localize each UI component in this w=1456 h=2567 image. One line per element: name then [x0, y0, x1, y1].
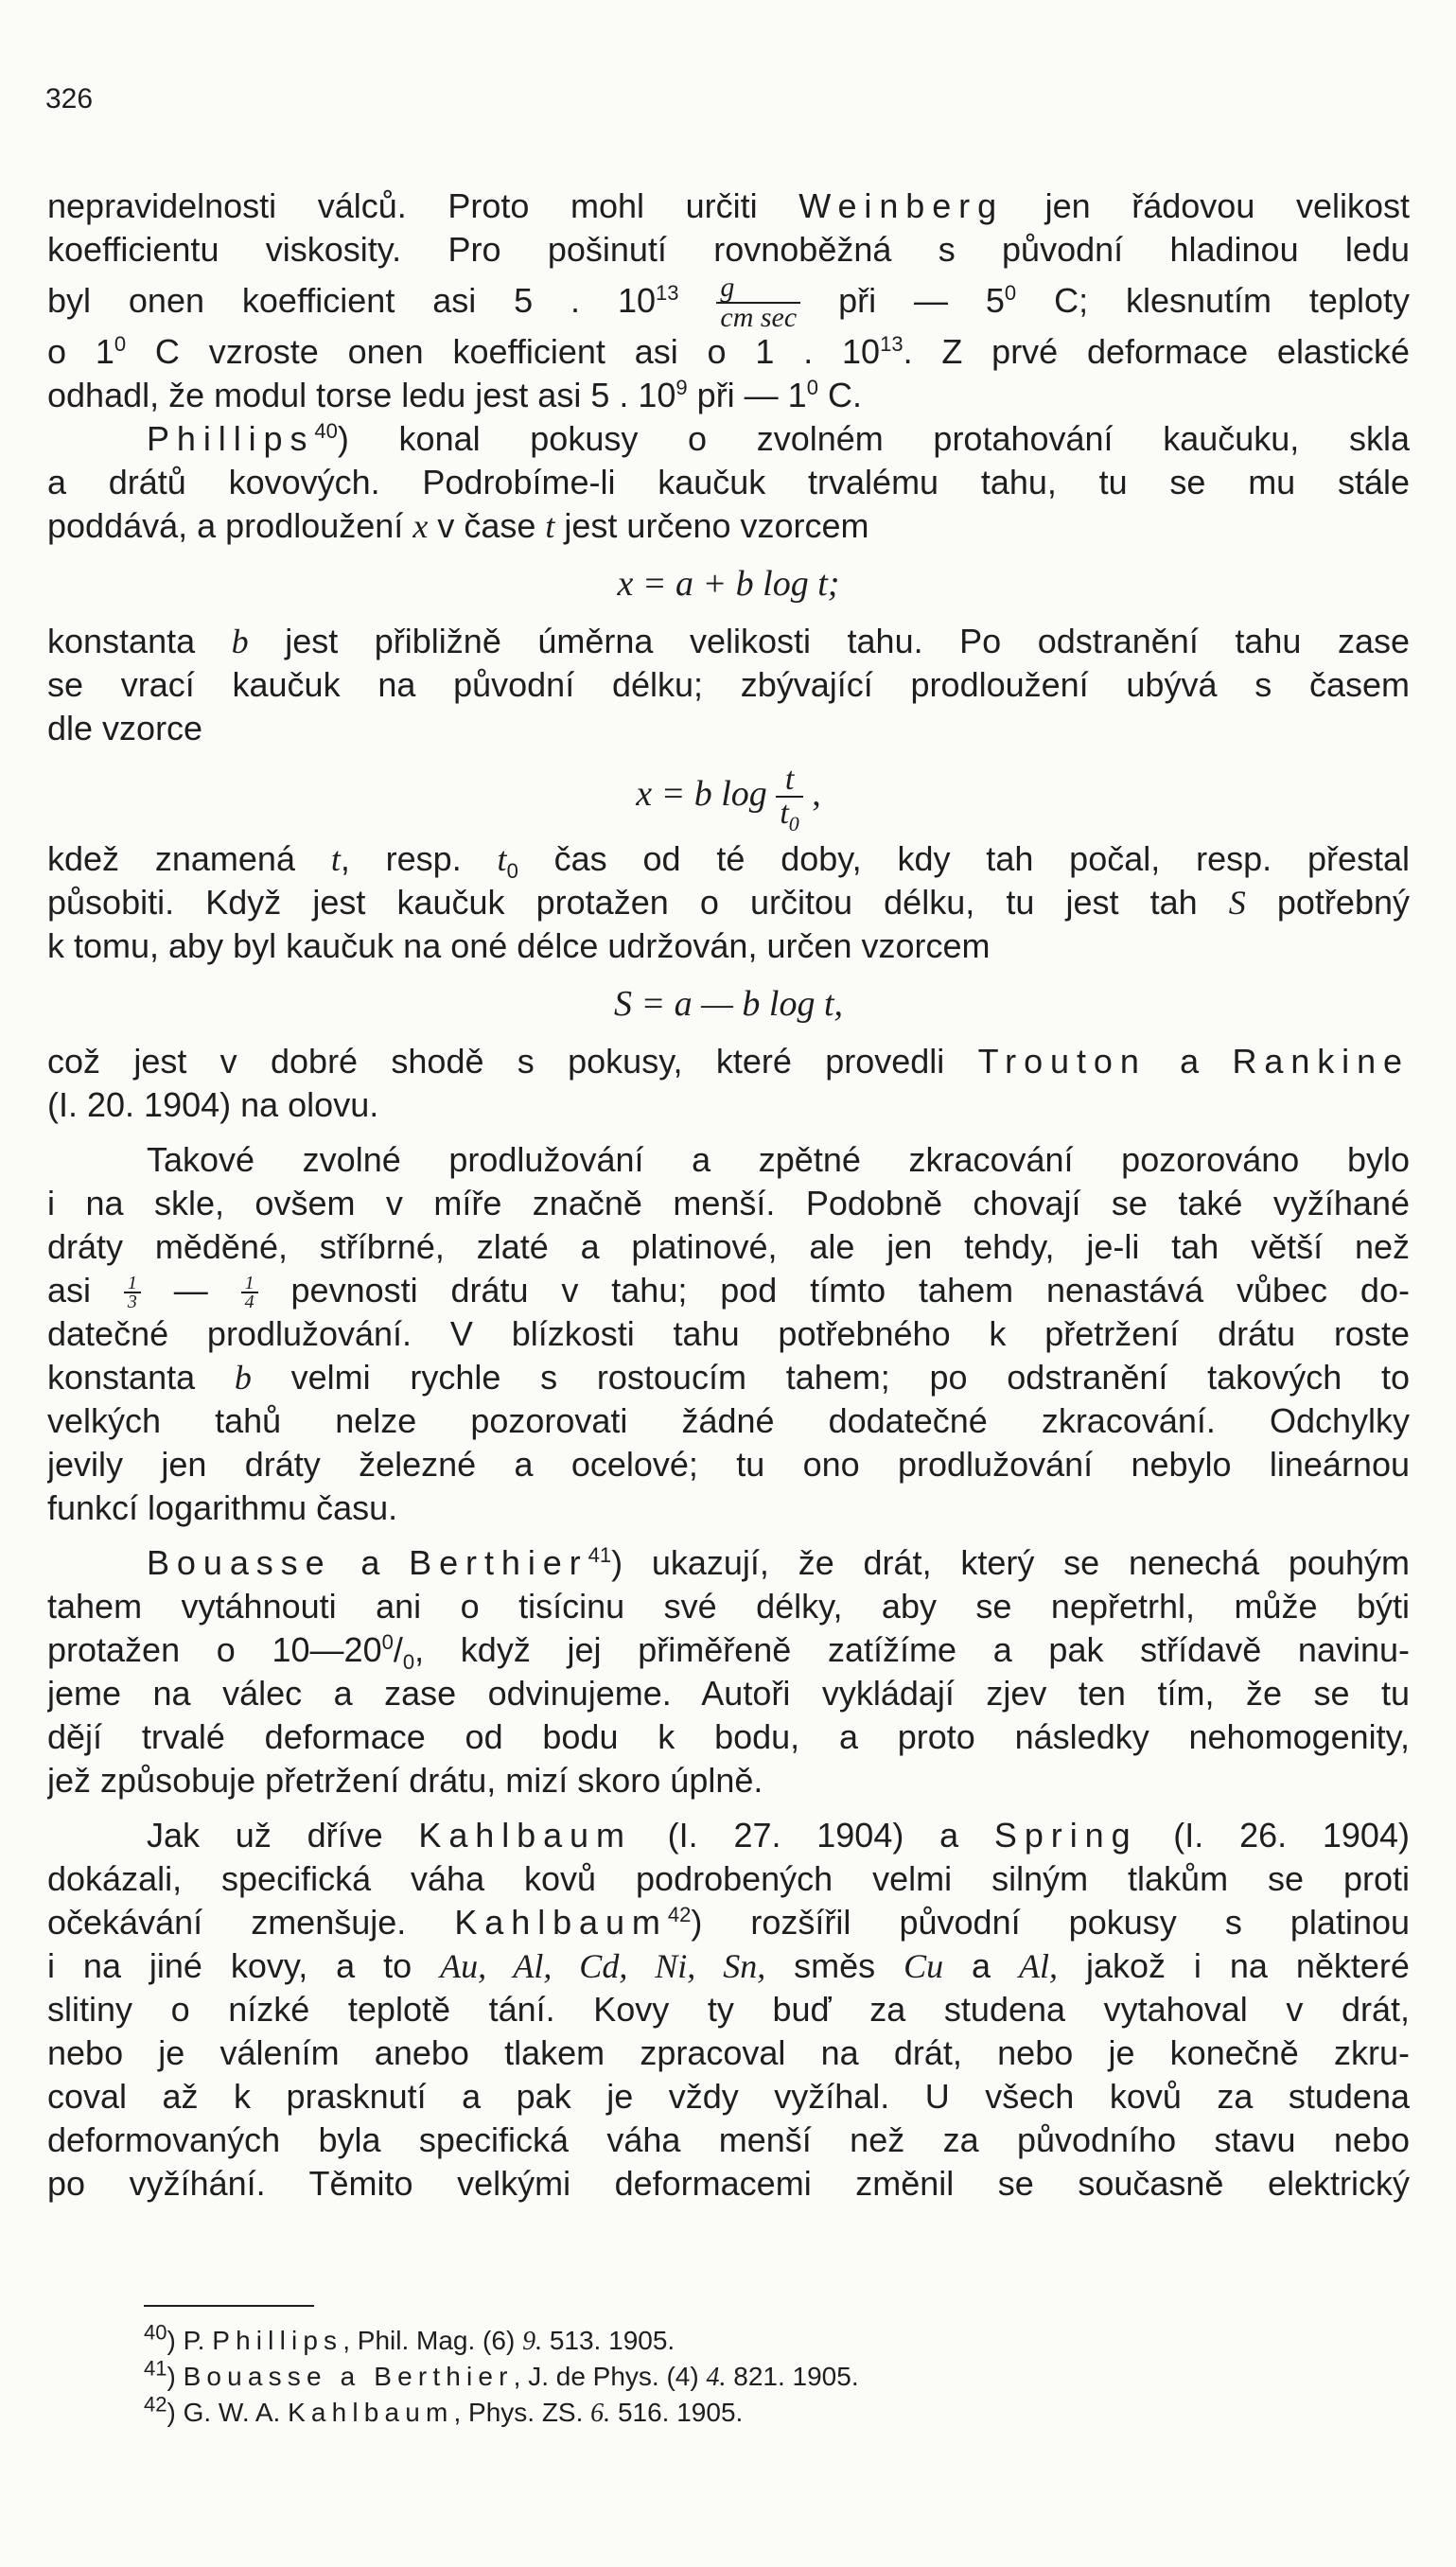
- text-line: a drátů kovových. Podrobíme-li kaučuk trvalému tahu, tu se mu stále: [47, 463, 1410, 501]
- text-line: odhadl, že modul torse ledu jest asi 5 . $10^9$ při — $1^0$ C.: [47, 376, 862, 414]
- text-line: funkcí logarithmu času.: [47, 1488, 398, 1527]
- footnote-42: $^{42}$) G. W. A. Kahlbaum, Phys. ZS. 6. 516. 1905.: [144, 2392, 744, 2428]
- text-line: očekávání zmenšuje. Kahlbaum$^{42}$) rozšířil původní pokusy s platinou: [47, 1903, 1410, 1942]
- text-line: i na jiné kovy, a to Au, Al, Cd, Ni, Sn, směs Cu a Al, jakož i na některé: [47, 1946, 1410, 1985]
- footnotes: [144, 2320, 859, 2431]
- text-line: koefficientu viskosity. Pro pošinutí rovnoběžná s původní hladinou ledu: [47, 230, 1410, 269]
- text-line: Bouasse a Berthier$^{41}$) ukazují, že drát, který se nenechá pouhým: [147, 1543, 1410, 1582]
- text-line: Takové zvolné prodlužování a zpětné zkracování pozorováno bylo: [147, 1140, 1410, 1179]
- text-line: velkých tahů nelze pozorovati žádné dodatečné zkracování. Odchylky: [47, 1401, 1410, 1440]
- text-line: protažen o $10—20^0/_0$, když jej přiměřeně zatížíme a pak střídavě navinu-: [47, 1630, 1410, 1672]
- page-number: 326: [45, 83, 94, 114]
- text-line: Phillips$^{40}$) konal pokusy o zvolném protahování kaučuku, skla: [147, 419, 1410, 458]
- text-line: dráty měděné, stříbrné, zlaté a platinové, ale jen tehdy, je-li tah větší než: [47, 1227, 1410, 1266]
- text-line: působiti. Když jest kaučuk protažen o určitou délku, tu jest tah S potřebný: [47, 883, 1410, 922]
- fraction-g-over-cm-sec: $\frac{g}{\text{cm sec}}$: [716, 273, 800, 330]
- text-line: datečné prodlužování. V blízkosti tahu potřebného k přetržení drátu roste: [47, 1314, 1410, 1353]
- text-line: (I. 20. 1904) na olovu.: [47, 1085, 379, 1124]
- footnote-40: $^{40}$) P. Phillips, Phil. Mag. (6) 9. 513. 1905.: [144, 2320, 675, 2356]
- author-name: Kahlbaum: [454, 1903, 668, 1942]
- text-line: deformovaných byla specifická váha menší než za původního stavu nebo: [47, 2120, 1410, 2159]
- author-name: Berthier: [409, 1543, 588, 1582]
- text-line: tahem vytáhnouti ani o tisícinu své délky, aby se nepřetrhl, může býti: [47, 1587, 1410, 1626]
- formula-x-equals-a-plus-b-log-t: x = a + b log t;: [617, 564, 840, 604]
- text-line: o $1^0$ C vzroste onen koefficient asi o 1 . $10^{13}$. Z prvé deformace elastické: [47, 332, 1410, 371]
- text-line: jevily jen dráty železné a ocelové; tu ono prodlužování nebylo lineárnou: [47, 1445, 1410, 1484]
- text-line: jež způsobuje přetržení drátu, mizí skoro úplně.: [47, 1761, 763, 1800]
- text-line: k tomu, aby byl kaučuk na oné délce udržován, určen vzorcem: [47, 926, 991, 965]
- text-line: coval až k prasknutí a pak je vždy vyžíhal. U všech kovů za studena: [47, 2077, 1410, 2116]
- text-line: poddává, a prodloužení x v čase t jest určeno vzorcem: [47, 506, 869, 545]
- text-line: po vyžíhání. Těmito velkými deformacemi změnil se současně elektrický: [47, 2164, 1410, 2203]
- text-line: Jak už dříve Kahlbaum (I. 27. 1904) a Spring (I. 26. 1904): [147, 1816, 1410, 1855]
- footnote-41: $^{41}$) Bouasse a Berthier, J. de Phys. (4) 4. 821. 1905.: [144, 2356, 859, 2392]
- text-line: se vrací kaučuk na původní délku; zbývající prodloužení ubývá s časem: [47, 665, 1410, 704]
- text-line: nepravidelnosti válců. Proto mohl určiti Weinberg jen řádovou velikost: [47, 186, 1410, 225]
- text-line: nebo je válením anebo tlakem zpracoval na drát, nebo je konečně zkru-: [47, 2033, 1410, 2072]
- text-line: konstanta b velmi rychle s rostoucím tahem; po odstranění takových to: [47, 1358, 1410, 1397]
- formula-s-equals-a-minus-b-log-t: S = a — b log t,: [613, 984, 844, 1024]
- text-line: dle vzorce: [47, 709, 203, 747]
- author-name: Rankine: [1232, 1042, 1410, 1081]
- text-line: což jest v dobré shodě s pokusy, které provedli Trouton a Rankine: [47, 1042, 1410, 1081]
- text-line: konstanta b jest přibližně úměrna velikosti tahu. Po odstranění tahu zase: [47, 622, 1410, 660]
- author-name: Bouasse: [147, 1543, 332, 1582]
- author-name: Kahlbaum: [418, 1816, 632, 1855]
- formula-x-equals-b-log-t-over-t0: x = b log $\frac{t}{t_0}$ ,: [636, 762, 821, 836]
- author-name: Spring: [993, 1816, 1138, 1855]
- text-line-with-fractions: asi $\frac{1}{3}$ — $\frac{1}{4}$ pevnosti drátu v tahu; pod tímto tahem nenastává vůbec do-: [47, 1271, 1410, 1312]
- text-line: i na skle, ovšem v míře značně menší. Podobně chovají se také vyžíhané: [47, 1184, 1410, 1222]
- text-line: dokázali, specifická váha kovů podrobených velmi silným tlakům se proti: [47, 1859, 1410, 1898]
- author-name: Weinberg: [798, 186, 1005, 225]
- text-line-with-fraction: byl onen koefficient asi 5 . $10^{13}$ $\frac{g}{\text{cm sec}}$ při — $5^0$ C; klesnutím teploty: [47, 272, 1410, 330]
- text-line: slitiny o nízké teplotě tání. Kovy ty buď za studena vytahoval v drát,: [47, 1990, 1410, 2029]
- author-name: Phillips: [147, 419, 315, 458]
- main-text: [47, 185, 1410, 2206]
- text-line: dějí trvalé deformace od bodu k bodu, a proto následky nehomogenity,: [47, 1717, 1410, 1756]
- text-line: kdež znamená t, resp. $t_0$ čas od té doby, kdy tah počal, resp. přestal: [47, 839, 1410, 881]
- text-line: jeme na válec a zase odvinujeme. Autoři vykládají zjev ten tím, že se tu: [47, 1674, 1410, 1713]
- footnote-divider: [144, 2305, 314, 2307]
- author-name: Trouton: [977, 1042, 1147, 1081]
